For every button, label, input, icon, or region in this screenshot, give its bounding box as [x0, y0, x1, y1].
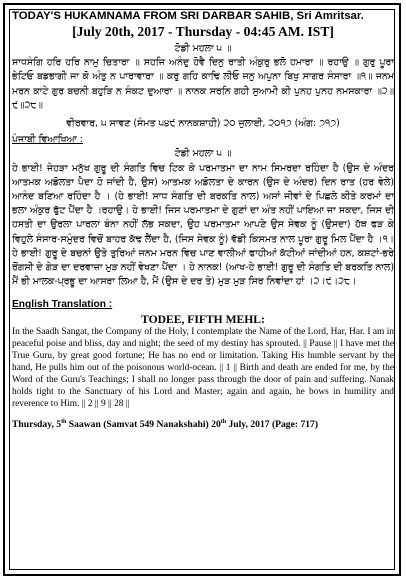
english-title: TODEE, FIFTH MEHL:	[141, 313, 265, 327]
footer-mid: Saawan (Samvat 549 Nanakshahi) 20	[66, 418, 221, 430]
english-heading: English Translation :	[12, 299, 113, 311]
punjabi-explanation: ਹੇ ਭਾਈ! ਜੇਹੜਾ ਮਨੁੱਖ ਗੁਰੂ ਦੀ ਸੰਗਤਿ ਵਿਚ ਟਿਕ ਕੇ ਪਰਮਾਤਮਾ ਦਾ ਨਾਮ ਸਿਮਰਦਾ ਰਹਿੰਦਾ ਹੈ (ਉਸ ਦੇ ਅੰਦਰ ਆਤਮਕ ਅਡੋਲਤਾ ਪੈਦਾ ਹੋ ਜਾਂਦੀ ਹੈ, ਉਸ) ਆਤਮਕ ਅਡੋਲਤਾ ਦੇ ਕਾਰਨ (ਉਸ ਦੇ ਅੰਦਰ) ਦਿਨ ਰਾਤ (ਹਰ ਵੇਲੇ) ਆਨੰਦ ਬਣਿਆ ਰਹਿੰਦਾ ਹੈ । (ਹੇ ਭਾਈ! ਸਾਧ ਸੰਗਤਿ ਦੀ ਬਰਕਤਿ ਨਾਲ) ਅਸਾਂ ਜੀਵਾਂ ਦੇ ਪਿਛਲੇ ਕੀਤੇ ਕਰਮਾਂ ਦਾ ਭਲਾ ਅੰਕੁਰ ਫੁੱਟ ਪੈਂਦਾ ਹੈ ।ਰਹਾਉ। ਹੇ ਭਾਈ! ਜਿਸ ਪਰਮਾਤਮਾ ਦੇ ਗੁਣਾਂ ਦਾ ਅੰਤ ਨਹੀਂ ਪਾਇਆ ਜਾ ਸਕਦਾ, ਜਿਸ ਦੀ ਹਸਤੀ ਦਾ ਉਰਲਾ ਪਾਰਲਾ ਬੰਨਾ ਨਹੀਂ ਲੱਭ ਸਕਦਾ, ਉਹ ਪਰਮਾਤਮਾ ਆਪਣੇ ਉਸ ਸੇਵਕ ਨੂੰ (ਉਸਦਾ) ਹੱਥ ਫੜ ਕੇ ਵਿਹੁਲੇ ਸੰਸਾਰ-ਸਮੁੰਦਰ ਵਿਚੋਂ ਬਾਹਰ ਕੱਢ ਲੈਂਦਾ ਹੈ, (ਜਿਸ ਸੇਵਕ ਨੂੰ) ਵੱਡੀ ਕਿਸਮਤ ਨਾਲ ਪੂਰਾ ਗੁਰੂ ਮਿਲ ਪੈਂਦਾ ਹੈ ।੧। ਹੇ ਭਾਈ! ਗੁਰੂ ਦੇ ਬਚਨਾਂ ਉਤੇ ਤੁਰਿਆਂ ਜਨਮ ਮਰਨ ਵਿਚ ਪਾਣ ਵਾਲੀਆਂ ਫਾਹੀਆਂ ਕੱਟੀਆਂ ਜਾਂਦੀਆਂ ਹਨ, ਕਸ਼ਟਾਂ-ਭਰੇ ਰੋਂਗਸੀ ਦੇ ਗੇੜ ਦਾ ਦਰਵਾਜ਼ਾ ਮੁੜ ਨਹੀਂ ਵੇਖਣਾ ਪੈਂਦਾ । ਹੇ ਨਾਨਕ! (ਆਖ-ਹੇ ਭਾਈ! ਗੁਰੂ ਦੀ ਸੰਗਤਿ ਦੀ ਬਰਕਤਿ ਨਾਲ) ਮੈਂ ਭੀ ਮਾਲਕ-ਪ੍ਰਭੂ ਦਾ ਆਸਰਾ ਲਿਆ ਹੈ, ਮੈਂ (ਉਸ ਦੇ ਦਰ ਤੇ) ਮੁੜ ਮੁੜ ਸਿਰ ਨਿਵਾਂਦਾ ਹਾਂ ।੨।੯।੨੮।	[12, 162, 394, 288]
footer-sup-1: th	[61, 418, 67, 425]
gurmukhi-verse: ਸਾਧਸੰਗਿ ਹਰਿ ਹਰਿ ਨਾਮੁ ਚਿਤਾਰਾ ॥ ਸਹਜਿ ਅਨੰਦੁ ਹੋਵੈ ਦਿਨੁ ਰਾਤੀ ਅੰਕੁਰੁ ਭਲੋ ਹਮਾਰਾ ॥ ਰਹਾਉ ॥ ਗੁਰੁ ਪੂਰਾ ਭੇਟਿਓ ਬਡਭਾਗੀ ਜਾ ਕੋ ਅੰਤੁ ਨ ਪਾਰਾਵਾਰਾ ॥ ਕਰੁ ਗਹਿ ਕਾਢਿ ਲੀਓ ਜਨੁ ਅਪੁਨਾ ਬਿਖੁ ਸਾਗਰ ਸੰਸਾਰਾ ॥੧॥ ਜਨਮ ਮਰਨ ਕਾਟੇ ਗੁਰ ਬਚਨੀ ਬਹੁੜਿ ਨ ਸੰਕਟ ਦੁਆਰਾ ॥ ਨਾਨਕ ਸਰਨਿ ਗਹੀ ਸੁਆਮੀ ਕੀ ਪੁਨਹ ਪੁਨਹ ਨਮਸਕਾਰਾ ॥੨॥੯॥੨੮॥	[12, 57, 394, 111]
punjabi-heading: ਪੰਜਾਬੀ ਵਿਆਖਿਆ :	[12, 134, 83, 146]
gurmukhi-date: ਵੀਰਵਾਰ, ੫ ਸਾਵਣ (ਸੰਮਤ ੫੪੯ ਨਾਨਕਸ਼ਾਹੀ) ੨੦ ਜੁਲਾਈ, ੨੦੧੭ (ਅੰਗ: ੭੧੭)	[66, 118, 340, 130]
hukamnama-content	[12, 9, 394, 431]
page-title: TODAY'S HUKAMNAMA FROM SRI DARBAR SAHIB, Sri Amritsar.	[12, 10, 364, 22]
footer-date	[12, 416, 394, 431]
footer-sup-2: th	[220, 418, 227, 425]
footer-day: Thursday, 5	[12, 418, 62, 430]
punjabi-raag: ਟੋਡੀ ਮਹਲਾ ੫ ॥	[174, 148, 232, 160]
english-translation: In the Saadh Sangat, the Company of the Holy, I contemplate the Name of the Lord, Har, Har. I am in peaceful poise and bliss, day and night; the seed of my destiny has sprouted. || Pause || I have met the True Guru, by great good fortune; He has no end or limitation. Taking His humble servant by the hand, He pulls him out of the poisonous world-ocean. || 1 || Birth and death are ended for me, by the Word of the Guru's Teachings; I shall no longer pass through the door of pain and suffering. Nanak holds tight to the Sanctuary of his Lord and Master; again and again, he bows in humility and reverence to Him. || 2 || 9 || 28 ||	[12, 327, 394, 409]
gurmukhi-raag: ਟੋਡੀ ਮਹਲਾ ੫ ॥	[174, 43, 232, 54]
date-line: [July 20th, 2017 - Thursday - 04:45 AM. IST]	[72, 24, 334, 39]
footer-end: July, 2017 (Page: 717)	[226, 418, 319, 430]
